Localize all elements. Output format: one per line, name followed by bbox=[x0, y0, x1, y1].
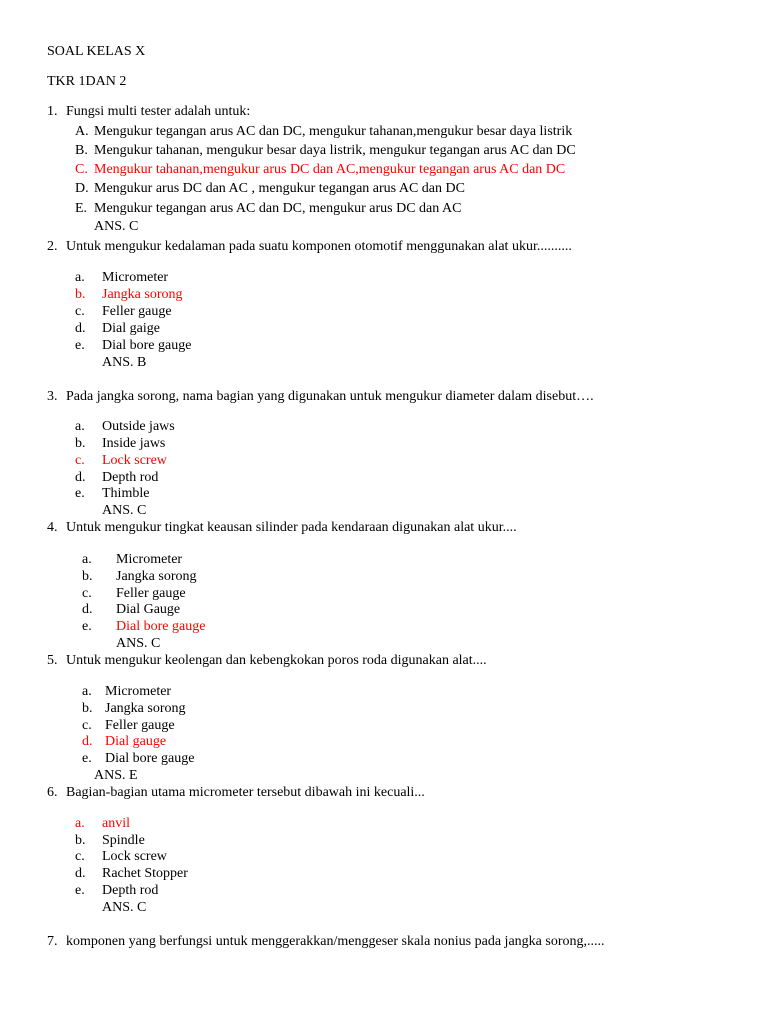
q4-option-e-letter: e. bbox=[82, 619, 92, 634]
q6-option-b-letter: b. bbox=[75, 833, 86, 848]
q1-option-a-letter: A. bbox=[75, 124, 89, 139]
q1-option-e-letter: E. bbox=[75, 201, 88, 216]
q2-option-b-text: Jangka sorong bbox=[102, 287, 183, 302]
q5-option-e-letter: e. bbox=[82, 751, 92, 766]
q1-option-c-letter: C. bbox=[75, 162, 88, 177]
q1-text: Fungsi multi tester adalah untuk: bbox=[66, 104, 251, 119]
q2-option-a-text: Micrometer bbox=[102, 270, 169, 285]
q2-answer: ANS. B bbox=[102, 355, 147, 370]
q6-option-e-text: Depth rod bbox=[102, 883, 159, 898]
q6-answer: ANS. C bbox=[102, 900, 147, 915]
q5-option-b-letter: b. bbox=[82, 701, 93, 716]
q5-option-e-text: Dial bore gauge bbox=[105, 751, 195, 766]
q6-option-d-letter: d. bbox=[75, 866, 86, 881]
q7-number: 7. bbox=[47, 934, 58, 949]
q5-option-b-text: Jangka sorong bbox=[105, 701, 186, 716]
q6-option-c-text: Lock screw bbox=[102, 849, 167, 864]
q4-text: Untuk mengukur tingkat keausan silinder pada kendaraan digunakan alat ukur.... bbox=[66, 520, 517, 535]
q3-option-a-text: Outside jaws bbox=[102, 419, 175, 434]
q1-option-e-text: Mengukur tegangan arus AC dan DC, mengukur arus DC dan AC bbox=[94, 201, 462, 216]
q3-option-a-letter: a. bbox=[75, 419, 85, 434]
q1-option-b-text: Mengukur tahanan, mengukur besar daya listrik, mengukur tegangan arus AC dan DC bbox=[94, 143, 576, 158]
q4-option-e-text: Dial bore gauge bbox=[116, 619, 206, 634]
q4-option-a-text: Micrometer bbox=[116, 552, 183, 567]
q1-option-a-text: Mengukur tegangan arus AC dan DC, mengukur tahanan,mengukur besar daya listrik bbox=[94, 124, 573, 139]
q6-option-a-letter: a. bbox=[75, 816, 85, 831]
q2-text: Untuk mengukur kedalaman pada suatu komponen otomotif menggunakan alat ukur.......... bbox=[66, 239, 572, 254]
q5-answer: ANS. E bbox=[94, 768, 138, 783]
q6-option-d-text: Rachet Stopper bbox=[102, 866, 188, 881]
q2-option-b-letter: b. bbox=[75, 287, 86, 302]
q6-option-a-text: anvil bbox=[102, 816, 130, 831]
q2-option-c-letter: c. bbox=[75, 304, 85, 319]
q1-option-d-letter: D. bbox=[75, 181, 89, 196]
q4-answer: ANS. C bbox=[116, 636, 161, 651]
q3-option-c-letter: c. bbox=[75, 453, 85, 468]
q1-number: 1. bbox=[47, 104, 58, 119]
q5-option-a-text: Micrometer bbox=[105, 684, 172, 699]
q3-answer: ANS. C bbox=[102, 503, 147, 518]
q3-option-e-text: Thimble bbox=[102, 486, 150, 501]
header-class: SOAL KELAS X bbox=[47, 44, 146, 59]
q3-option-c-text: Lock screw bbox=[102, 453, 167, 468]
q5-option-c-letter: c. bbox=[82, 718, 92, 733]
q3-option-b-text: Inside jaws bbox=[102, 436, 166, 451]
q6-text: Bagian-bagian utama micrometer tersebut dibawah ini kecuali... bbox=[66, 785, 425, 800]
q2-option-d-letter: d. bbox=[75, 321, 86, 336]
q3-option-b-letter: b. bbox=[75, 436, 86, 451]
q2-option-a-letter: a. bbox=[75, 270, 85, 285]
q5-number: 5. bbox=[47, 653, 58, 668]
q5-option-d-text: Dial gauge bbox=[105, 734, 167, 749]
q5-option-c-text: Feller gauge bbox=[105, 718, 175, 733]
q5-text: Untuk mengukur keolengan dan kebengkokan poros roda digunakan alat.... bbox=[66, 653, 487, 668]
q4-number: 4. bbox=[47, 520, 58, 535]
q6-option-c-letter: c. bbox=[75, 849, 85, 864]
q1-option-d-text: Mengukur arus DC dan AC , mengukur tegangan arus AC dan DC bbox=[94, 181, 465, 196]
q2-option-e-text: Dial bore gauge bbox=[102, 338, 192, 353]
q7-text: komponen yang berfungsi untuk menggerakkan/menggeser skala nonius pada jangka sorong,..... bbox=[66, 934, 605, 949]
q5-option-a-letter: a. bbox=[82, 684, 92, 699]
q2-option-e-letter: e. bbox=[75, 338, 85, 353]
q6-number: 6. bbox=[47, 785, 58, 800]
q3-text: Pada jangka sorong, nama bagian yang digunakan untuk mengukur diameter dalam disebut…. bbox=[66, 389, 594, 404]
q2-option-d-text: Dial gaige bbox=[102, 321, 160, 336]
q4-option-b-text: Jangka sorong bbox=[116, 569, 197, 584]
q6-option-e-letter: e. bbox=[75, 883, 85, 898]
header-program: TKR 1DAN 2 bbox=[47, 74, 127, 89]
q1-option-c-text: Mengukur tahanan,mengukur arus DC dan AC,mengukur tegangan arus AC dan DC bbox=[94, 162, 566, 177]
q5-option-d-letter: d. bbox=[82, 734, 93, 749]
q1-option-b-letter: B. bbox=[75, 143, 88, 158]
q4-option-a-letter: a. bbox=[82, 552, 92, 567]
q4-option-c-text: Feller gauge bbox=[116, 586, 186, 601]
q2-number: 2. bbox=[47, 239, 58, 254]
q3-option-d-letter: d. bbox=[75, 470, 86, 485]
q3-option-d-text: Depth rod bbox=[102, 470, 159, 485]
q4-option-b-letter: b. bbox=[82, 569, 93, 584]
q1-answer: ANS. C bbox=[94, 219, 139, 234]
q4-option-d-text: Dial Gauge bbox=[116, 602, 181, 617]
q4-option-c-letter: c. bbox=[82, 586, 92, 601]
q3-number: 3. bbox=[47, 389, 58, 404]
q3-option-e-letter: e. bbox=[75, 486, 85, 501]
q4-option-d-letter: d. bbox=[82, 602, 93, 617]
q6-option-b-text: Spindle bbox=[102, 833, 145, 848]
q2-option-c-text: Feller gauge bbox=[102, 304, 172, 319]
